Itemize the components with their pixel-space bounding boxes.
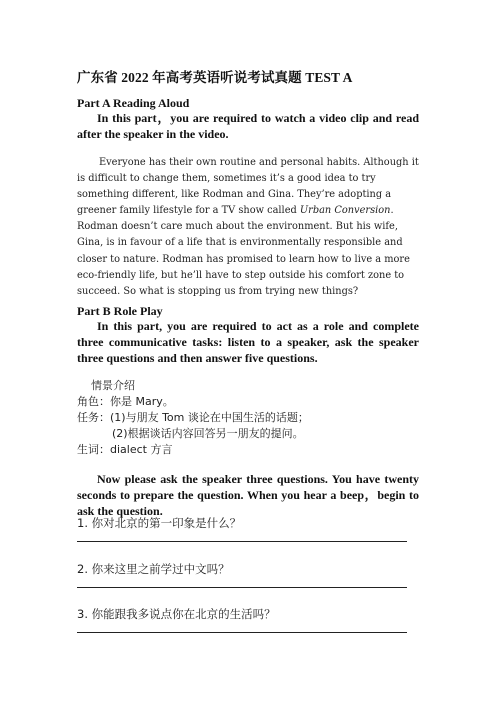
part-a-passage — [77, 155, 423, 300]
part-b-heading: Part B Role Play — [77, 304, 163, 318]
answer-line-1[interactable] — [77, 541, 407, 542]
scenario-role: 角色：你是 Mary。 — [77, 395, 174, 408]
passage-line — [77, 203, 423, 219]
part-b-instruction: In this part, you are required to act as a role and complete three communicative tasks: listen to a speaker, ask the speaker three questions and then answer five questions. — [77, 319, 419, 365]
part-a-heading: Part A Reading Aloud — [77, 96, 190, 110]
passage-line: succeed. So what is stopping us from trying new things? — [77, 285, 359, 297]
passage-line: Rodman doesn’t care much about the environment. But his wife, — [77, 221, 398, 233]
scenario-vocab: 生词：dialect 方言 — [77, 443, 173, 456]
passage-text: greener family lifestyle for a TV show called — [77, 205, 300, 217]
passage-line: Everyone has their own routine and personal habits. Although it — [99, 157, 419, 168]
passage-line: is difficult to change them, sometimes it’s a good idea to try — [77, 173, 376, 185]
scenario-task-2: (2)根据谈话内容回答另一朋友的提问。 — [112, 427, 304, 440]
question-2: 2. 你来这里之前学过中文吗？ — [77, 562, 230, 576]
question-prompt: Now please ask the speaker three questions. You have twenty seconds to prepare the question. When you hear a beep，begin to ask the question. — [77, 472, 419, 518]
passage-line: Gina, is in favour of a life that is environmentally responsible and — [77, 237, 403, 249]
show-title: Urban Conversion — [299, 205, 391, 217]
part-a-instruction: In this part，you are required to watch a video clip and read after the speaker in the video. — [77, 111, 419, 141]
passage-line: something different, like Rodman and Gina. They’re adopting a — [77, 189, 392, 201]
question-3: 3. 你能跟我多说点你在北京的生活吗？ — [77, 607, 276, 621]
answer-line-3[interactable] — [77, 632, 407, 633]
passage-line: eco-friendly life, but he’ll have to step outside his comfort zone to — [77, 269, 405, 281]
page-title: 广东省 2022 年高考英语听说考试真题 TEST A — [77, 70, 353, 85]
passage-line: closer to nature. Rodman has promised to learn how to live a more — [77, 253, 410, 265]
passage-text: . — [390, 205, 394, 217]
scenario-task-1: 任务：(1)与朋友 Tom 谈论在中国生活的话题； — [77, 411, 309, 424]
scenario-label: 情景介绍 — [91, 379, 135, 392]
question-1: 1. 你对北京的第一印象是什么？ — [77, 516, 242, 530]
answer-line-2[interactable] — [77, 587, 407, 588]
